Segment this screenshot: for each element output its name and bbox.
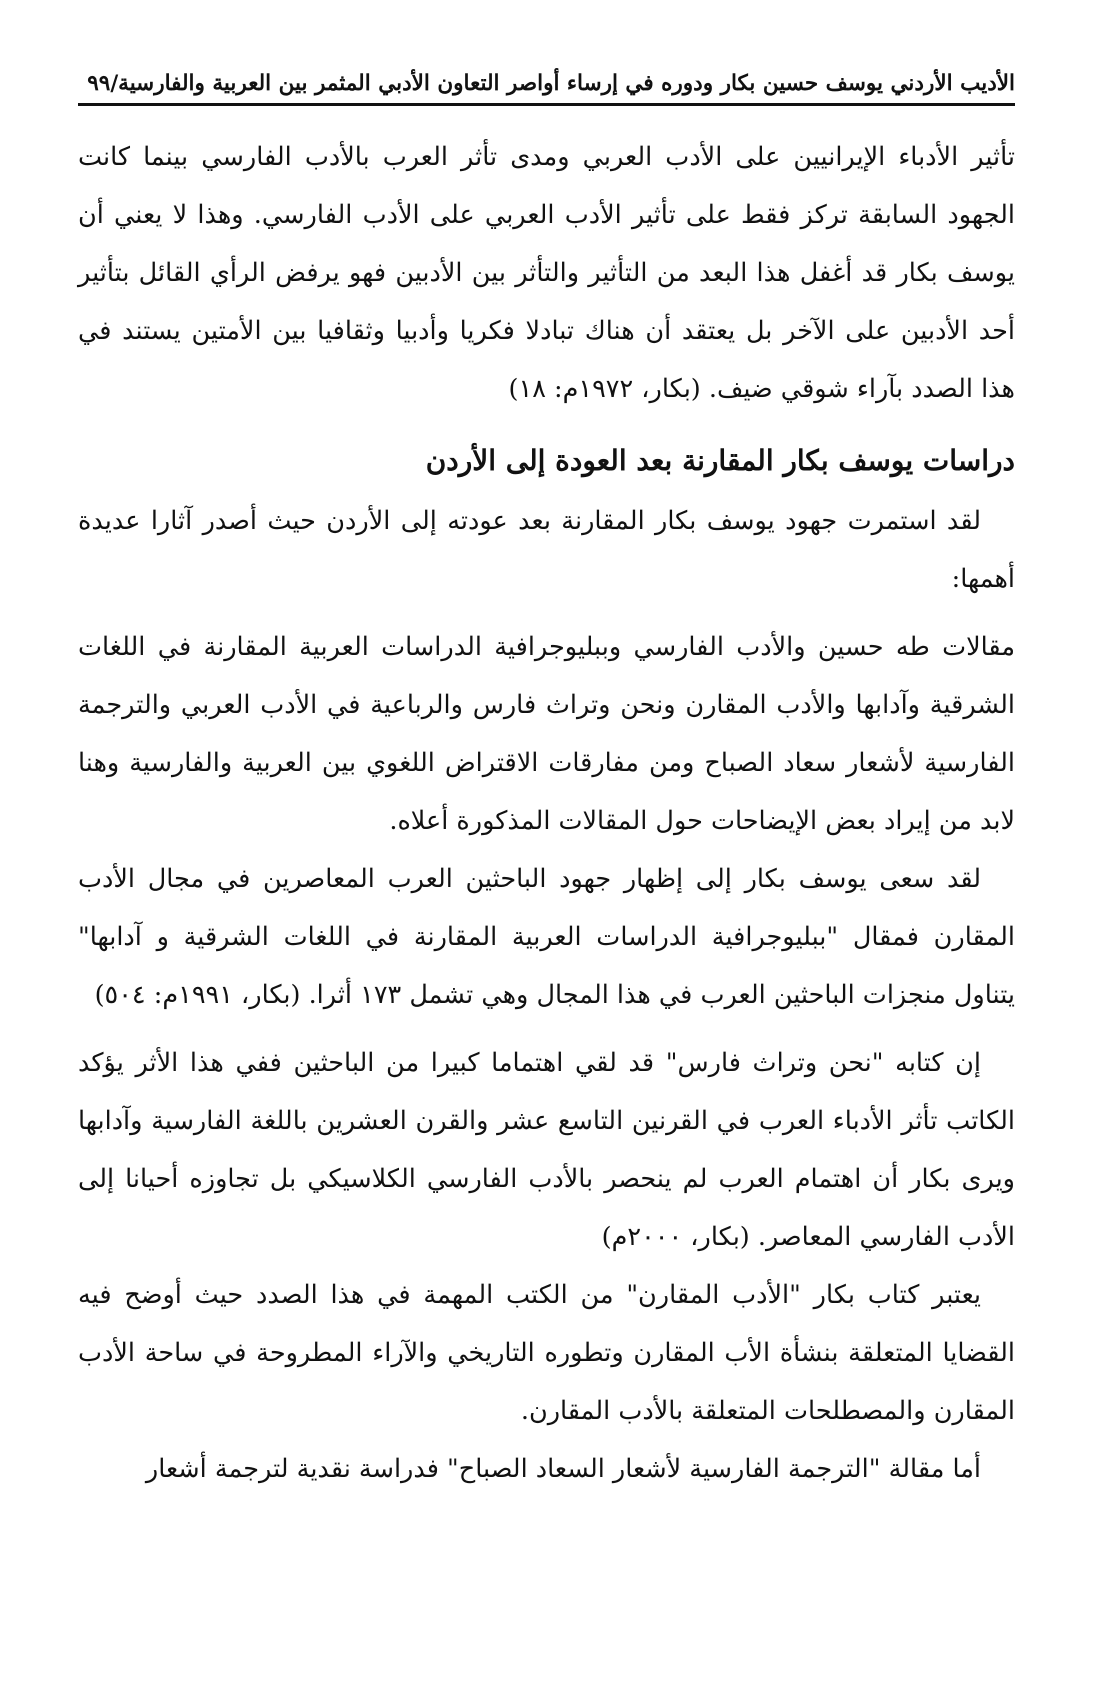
intro-paragraph: تأثير الأدباء الإيرانيين على الأدب العربي ومدى تأثر العرب بالأدب الفارسي بينما كانت الجهود السابقة تركز فقط على تأثير الأدب العربي على الأدب الفارسي. وهذا لا يعني أن يوسف بكار قد أغفل هذا البعد من التأثير والتأثر بين الأدبين فهو يرفض الرأي القائل بتأثير أحد الأدبين على الآخر بل يعتقد أن هناك تبادلا فكريا وأدبيا وثقافيا بين الأمتين يستند في هذا الصدد بآراء شوقي ضيف. (بكار، ١٩٧٢م: ١٨) (78, 142, 1015, 404)
paragraph-5: يعتبر كتاب بكار "الأدب المقارن" من الكتب المهمة في هذا الصدد حيث أوضح فيه القضايا المتعلقة بنشأة الأب المقارن وتطوره التاريخي والآراء المطروحة في ساحة الأدب المقارن والمصطلحات المتعلقة بالأدب المقارن. (78, 1280, 1015, 1426)
running-header (78, 56, 1015, 96)
page-number: ٩٩ (87, 71, 111, 96)
header-rule (78, 103, 1015, 106)
page-body (78, 128, 1015, 1498)
paragraph-4: إن كتابه "نحن وتراث فارس" قد لقي اهتماما كبيرا من الباحثين ففي هذا الأثر يؤكد الكاتب تأثر الأدباء العرب في القرنين التاسع عشر والقرن العشرين باللغة الفارسية وآدابها ويرى بكار أن اهتمام العرب لم ينحصر بالأدب الفارسي الكلاسيكي بل تجاوزه أحيانا إلى الأدب الفارسي المعاصر. (بكار، ٢٠٠٠م) (78, 1048, 1015, 1252)
paragraph-3: لقد سعى يوسف بكار إلى إظهار جهود الباحثين العرب المعاصرين في مجال الأدب المقارن فمقال "ببليوجرافية الدراسات العربية المقارنة في اللغات الشرقية و آدابها" يتناول منجزات الباحثين العرب في هذا المجال وهي تشمل ١٧٣ أثرا. (بكار، ١٩٩١م: ٥٠٤) (78, 864, 1015, 1010)
paragraph-2: مقالات طه حسين والأدب الفارسي وببليوجرافية الدراسات العربية المقارنة في اللغات الشرقية وآدابها والأدب المقارن ونحن وتراث فارس والرباعية في الأدب العربي والترجمة الفارسية لأشعار سعاد الصباح ومن مفارقات الاقتراض اللغوي بين العربية والفارسية وهنا لابد من إيراد بعض الإيضاحات حول المقالات المذكورة أعلاه. (78, 632, 1015, 836)
paragraph-6: أما مقالة "الترجمة الفارسية لأشعار السعاد الصباح" فدراسة نقدية لترجمة أشعار (145, 1454, 981, 1484)
header-separator: / (110, 71, 119, 96)
running-title: الأديب الأردني يوسف حسين بكار ودوره في إرساء أواصر التعاون الأدبي المثمر بين العربية والفارسية (118, 71, 1015, 96)
paragraph-1: لقد استمرت جهود يوسف بكار المقارنة بعد عودته إلى الأردن حيث أصدر آثارا عديدة أهمها: (78, 506, 1015, 594)
section-heading: دراسات يوسف بكار المقارنة بعد العودة إلى الأردن (425, 444, 1015, 477)
